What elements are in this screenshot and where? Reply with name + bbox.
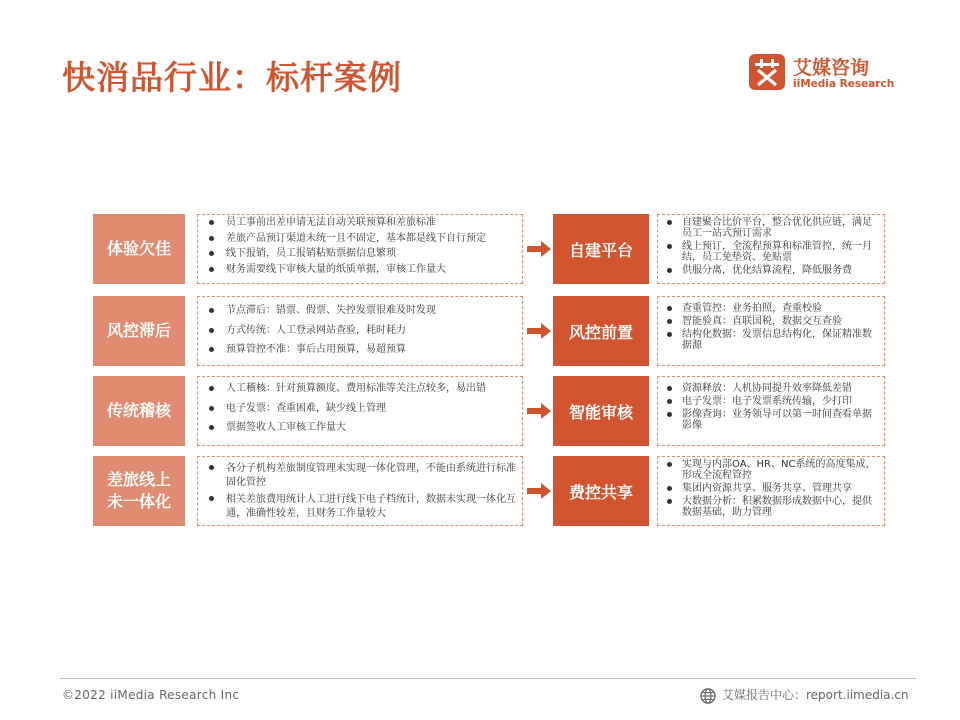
list-item: 员工事前出差申请无法自动关联预算和差旅标准 (200, 217, 518, 229)
problem-details (197, 214, 523, 284)
solution-details (657, 296, 885, 366)
list-item: 相关差旅费用统计人工进行线下电子档统计，数据未实现一体化互通，准确性较差，且财务工作量较大 (200, 493, 518, 521)
logo-mark (749, 54, 785, 90)
arrow-right-icon (527, 402, 551, 420)
arrow-right-icon (527, 322, 551, 340)
logo-name-en: iiMedia Research (793, 78, 895, 90)
list-item: 智能验真：直联国税，数据交互查验 (660, 316, 880, 327)
problem-box: 差旅线上 未一体化 (93, 456, 185, 526)
case-row (93, 214, 885, 284)
problem-box: 体验欠佳 (93, 214, 185, 284)
list-item: 财务需要线下审核大量的纸质单据，审核工作量大 (200, 264, 518, 276)
list-item: 电子发票：电子发票系统传输，少打印 (660, 396, 880, 407)
logo (749, 53, 899, 97)
report-center-link[interactable]: 艾媒报告中心：report.iimedia.cn (722, 688, 909, 702)
list-item: 自建聚合比价平台，整合优化供应链，满足员工一站式预订需求 (660, 217, 880, 239)
page-title: 快消品行业：标杆案例 (62, 58, 402, 97)
case-row (93, 456, 885, 526)
solution-box: 费控共享 (553, 456, 649, 526)
list-item: 差旅产品预订渠道未统一且不固定，基本都是线下自行预定 (200, 233, 518, 245)
list-item: 供服分离，优化结算流程，降低服务费 (660, 265, 880, 276)
list-item: 结构化数据：发票信息结构化，保证精准数据源 (660, 329, 880, 351)
solution-box: 自建平台 (553, 214, 649, 284)
solution-box: 智能审核 (553, 376, 649, 446)
list-item: 资源释放：人机协同提升效率降低差错 (660, 383, 880, 394)
logo-name-cn: 艾媒咨询 (793, 57, 870, 79)
list-item: 集团内资源共享、服务共享、管理共享 (660, 483, 880, 494)
list-item: 电子发票：查重困难，缺少线上管理 (200, 403, 518, 415)
problem-box: 风控滞后 (93, 296, 185, 366)
list-item: 预算管控不准：事后占用预算，易超预算 (200, 344, 518, 356)
problem-box: 传统稽核 (93, 376, 185, 446)
footer-divider (60, 678, 916, 679)
list-item: 票据签收人工审核工作量大 (200, 422, 518, 434)
list-item: 查重管控：业务拍照，查重校验 (660, 303, 880, 314)
list-item: 实现与内部OA、HR、NC系统的高度集成，形成全流程管控 (660, 459, 880, 481)
list-item: 线上预订，全流程预算和标准管控，统一月结，员工免垫资、免贴票 (660, 241, 880, 263)
report-center[interactable] (700, 686, 909, 704)
list-item: 人工稽核：针对预算额度、费用标准等关注点较多，易出错 (200, 383, 518, 395)
list-item: 节点滞后：错票、假票、失控发票很难及时发现 (200, 305, 518, 317)
solution-details (657, 376, 885, 446)
arrow-right-icon (527, 240, 551, 258)
list-item: 各分子机构差旅制度管理未实现一体化管理，不能由系统进行标准固化管控 (200, 462, 518, 490)
logo-mark-glyph (749, 54, 785, 90)
list-item: 线下报销，员工报销粘贴票据信息繁琐 (200, 248, 518, 260)
case-row (93, 376, 885, 446)
case-row (93, 296, 885, 366)
arrow-right-icon (527, 482, 551, 500)
solution-details (657, 214, 885, 284)
copyright: ©2022 iiMedia Research Inc (62, 688, 240, 702)
list-item: 影像查询：业务领导可以第一时间查看单据影像 (660, 409, 880, 431)
solution-details (657, 456, 885, 526)
list-item: 大数据分析：积累数据形成数据中心，提供数据基础，助力管理 (660, 496, 880, 518)
problem-details (197, 456, 523, 526)
list-item: 方式传统：人工登录网站查验，耗时耗力 (200, 325, 518, 337)
globe-icon (700, 688, 716, 704)
problem-details (197, 376, 523, 446)
solution-box: 风控前置 (553, 296, 649, 366)
problem-details (197, 296, 523, 366)
